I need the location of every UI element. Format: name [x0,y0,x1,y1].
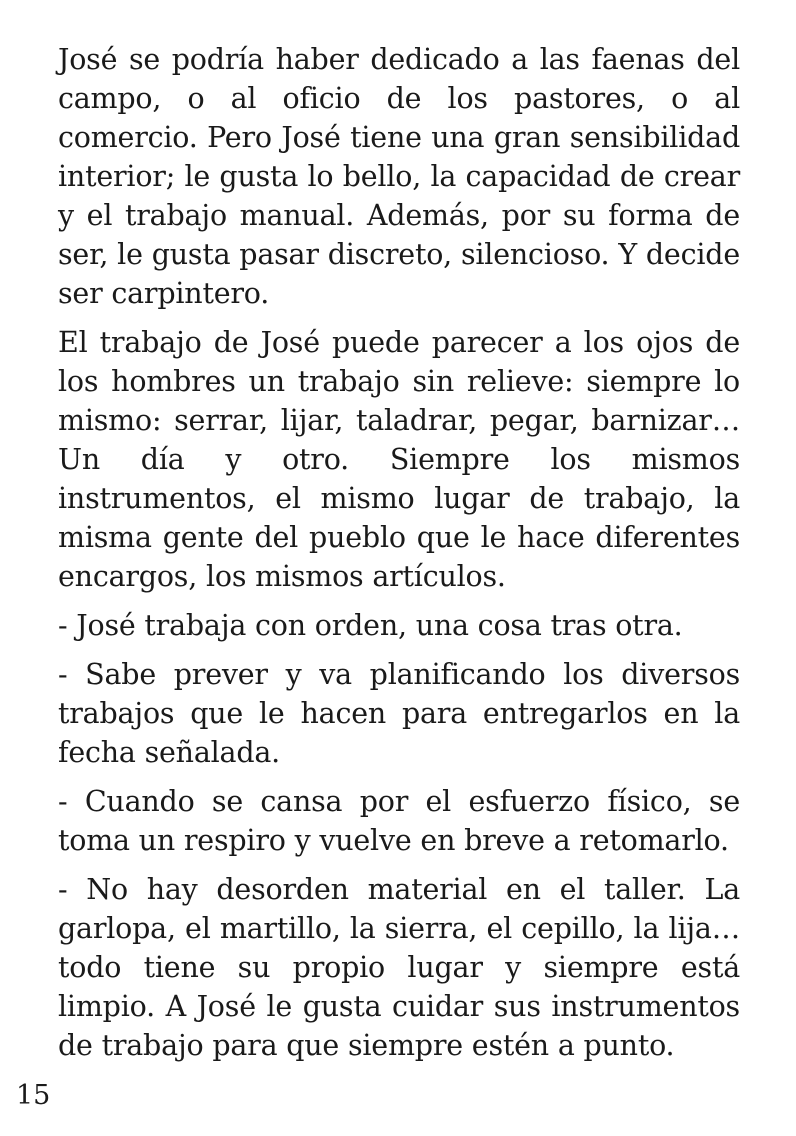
page-body [58,40,740,1065]
paragraph-gap [58,596,740,606]
paragraph-gap [58,860,740,870]
list-item-rest: - Cuando se cansa por el esfuerzo físico, se toma un respiro y vuelve en breve a retomarlo. [58,785,740,857]
paragraph-gap [58,313,740,323]
paragraph-gap [58,772,740,782]
list-item-order: - José trabaja con orden, una cosa tras otra. [58,609,683,642]
paragraph-gap [58,645,740,655]
paragraph-intro: José se podría haber dedicado a las faenas del campo, o al oficio de los pastores, o al comercio. Pero José tiene una gran sensibilidad interior; le gusta lo bello, la capacidad de crear y el trabajo manual. Además, por su forma de ser, le gusta pasar discreto, silencioso. Y decide ser carpintero. [58,43,740,310]
paragraph-work: El trabajo de José puede parecer a los ojos de los hombres un trabajo sin relieve: siempre lo mismo: serrar, lijar, taladrar, pegar, barnizar… Un día y otro. Siempre los mismos instrumentos, el mismo lugar de trabajo, la misma gente del pueblo que le hace diferentes encargos, los mismos artículos. [58,326,740,593]
page-number: 15 [16,1080,51,1111]
list-item-workshop: - No hay desorden material en el taller. La garlopa, el martillo, la sierra, el cepillo, la lija… todo tiene su propio lugar y siempre está limpio. A José le gusta cuidar sus instrumentos de trabajo para que siempre estén a punto. [58,873,740,1062]
list-item-planning: - Sabe prever y va planificando los diversos trabajos que le hacen para entregarlos en la fecha señalada. [58,658,740,769]
